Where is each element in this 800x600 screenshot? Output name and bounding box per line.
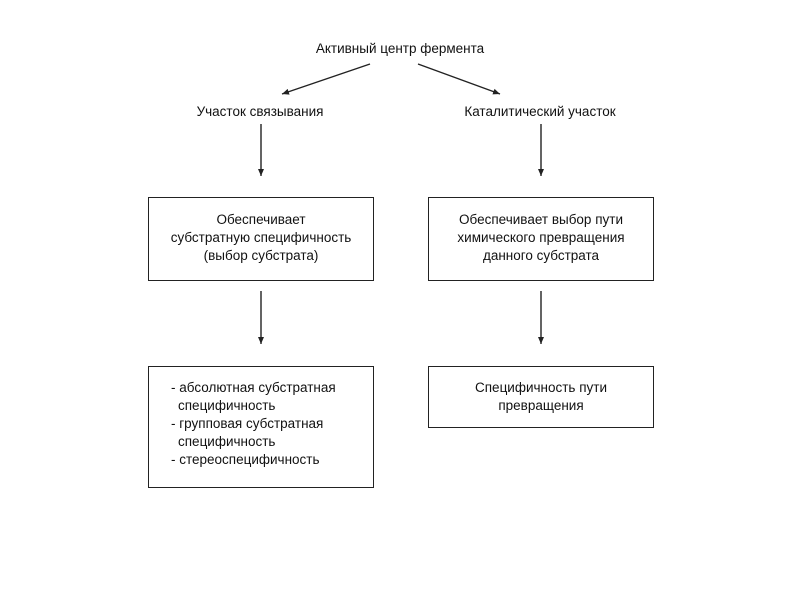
group-specificity-line-1: - групповая субстратная <box>171 416 324 431</box>
binding-function-line-3: (выбор субстрата) <box>203 248 319 263</box>
binding-site-heading: Участок связывания <box>196 104 324 119</box>
catalytic-site-function-box <box>428 197 654 281</box>
catalytic-site-heading: Каталитический участок <box>464 104 616 119</box>
binding-site-function-box <box>148 197 374 281</box>
pathway-specificity-line-2: превращения <box>498 398 584 413</box>
binding-function-line-2: субстратную специфичность <box>170 230 352 245</box>
pathway-specificity-line-1: Специфичность пути <box>475 380 607 395</box>
absolute-specificity-line-1: - абсолютная субстратная <box>171 380 336 395</box>
arrow-title-to-right <box>418 64 500 94</box>
substrate-specificity-types-box <box>148 366 374 488</box>
arrow-title-to-left <box>282 64 370 94</box>
catalytic-function-line-3: данного субстрата <box>482 248 600 263</box>
catalytic-function-line-2: химического превращения <box>457 230 625 245</box>
pathway-specificity-box <box>428 366 654 428</box>
diagram-title: Активный центр фермента <box>315 41 485 56</box>
binding-function-line-1: Обеспечивает <box>216 212 306 227</box>
catalytic-function-line-1: Обеспечивает выбор пути <box>459 212 623 227</box>
absolute-specificity-line-2: специфичность <box>178 398 276 413</box>
group-specificity-line-2: специфичность <box>178 434 276 449</box>
stereospecificity-line: - стереоспецифичность <box>171 452 320 467</box>
